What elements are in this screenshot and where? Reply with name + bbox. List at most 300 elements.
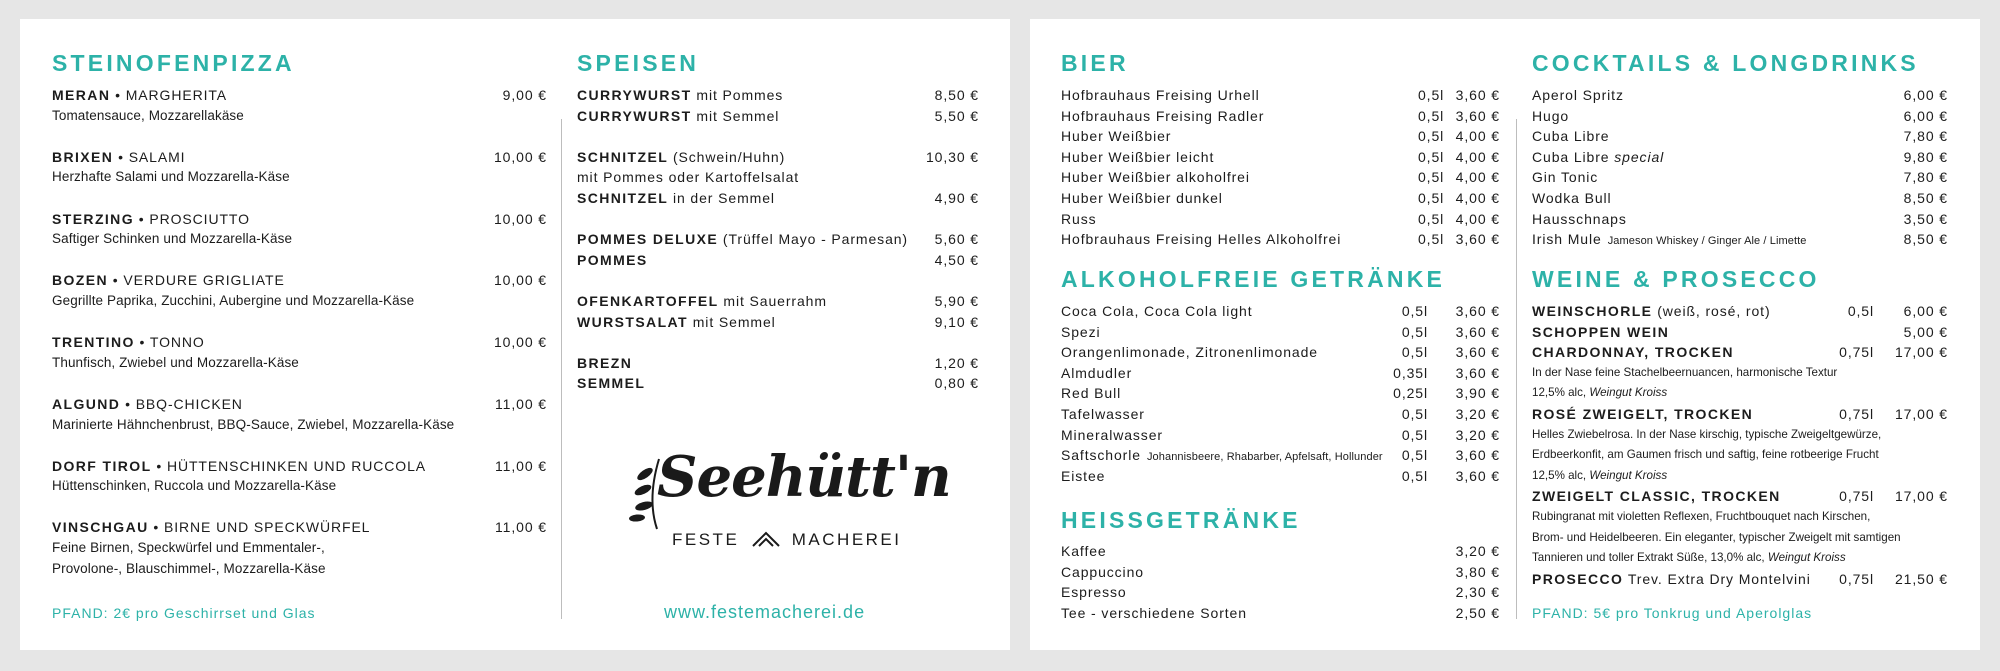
speisen-title: CURRYWURST [577,87,692,103]
cocktail-item [1532,106,1948,127]
wein-name [1532,488,1781,504]
bier-item [1061,106,1500,127]
alkoholfrei-volume: 0,25l [1393,385,1428,402]
speisen-name [577,293,827,309]
wein-price: 17,00 € [1894,488,1948,505]
bier-volume: 0,5l [1418,87,1445,103]
alkoholfrei-volume: 0,5l [1401,447,1428,464]
speisen-title: OFENKARTOFFEL [577,292,719,309]
alkoholfrei-price: 3,60 € [1455,467,1500,484]
pizza-price: 10,00 € [493,148,547,165]
alkoholfrei-item [1061,322,1500,343]
alkoholfrei-title: Spezi [1061,323,1101,340]
speisen-price: 1,20 € [934,354,979,371]
wein-description-text: 12,5% alc, [1532,386,1590,400]
heissgetraenk-price: 2,50 € [1455,604,1500,621]
menu-card-food [20,19,1010,650]
alkoholfrei-title: Mineralwasser [1061,426,1163,443]
wein-item [1532,342,1948,363]
alkoholfrei-volume: 0,5l [1401,426,1428,443]
wein-description-text: Brom- und Heidelbeeren. Ein eleganter, typischer Zweigelt mit samtigen [1532,530,1901,544]
cocktail-item [1532,85,1948,106]
speisen-price: 9,10 € [934,313,979,330]
alkoholfrei-title: Almdudler [1061,364,1133,381]
alkoholfrei-price: 3,20 € [1455,405,1500,422]
pizza-description: Tomatensauce, Mozzarellakäse [52,107,244,123]
bier-price: 3,60 € [1455,107,1500,124]
bier-price: 3,60 € [1455,87,1500,103]
bier-item [1061,167,1500,188]
cocktail-title: Hausschnaps [1532,210,1627,227]
wein-detail: (weiß, rosé, rot) [1652,303,1771,319]
speisen-name [577,314,776,330]
wein-detail: Trev. Extra Dry Montelvini [1623,570,1811,587]
pizza-item [52,456,547,477]
speisen-heading: SPEISEN [577,50,700,76]
wein-price: 5,00 € [1903,323,1948,340]
speisen-detail: (Schwein/Huhn) [668,148,786,165]
alkoholfrei-list [1061,301,1500,486]
alkoholfrei-volume: 0,5l [1401,405,1428,422]
pizza-description: Hüttenschinken, Ruccola und Mozzarella-Käse [52,478,337,494]
alkoholfrei-name [1061,344,1318,360]
speisen-name [577,231,908,247]
speisen-detail: mit Pommes oder Kartoffelsalat [577,169,800,186]
bier-price: 4,00 € [1455,169,1500,186]
wein-volume: 0,75l [1839,570,1874,587]
hut-icon [751,530,781,548]
alkoholfrei-price: 3,60 € [1455,447,1500,464]
cocktail-item [1532,167,1948,188]
bier-name: Hofbrauhaus Freising Helles Alkoholfrei [1061,231,1342,248]
pizza-title: BOZEN [52,272,108,289]
cocktail-item [1532,188,1948,209]
alkoholfrei-volume: 0,5l [1401,344,1428,361]
wein-volume: 0,5l [1847,303,1874,319]
wein-name [1532,303,1771,319]
pizza-variety: SALAMI [128,148,186,165]
wein-producer: Weingut Kroiss [1589,468,1668,482]
wein-volume: 0,75l [1839,344,1874,361]
speisen-detail: (Trüffel Mayo - Parmesan) [718,231,908,248]
bier-heading: BIER [1061,50,1129,76]
speisen-price: 8,50 € [934,87,979,103]
alkoholfrei-volume: 0,5l [1401,467,1428,484]
speisen-detail: mit Pommes [691,87,784,103]
alkoholfrei-item [1061,301,1500,322]
cocktail-title: Gin Tonic [1532,169,1599,186]
wein-producer: Weingut Kroiss [1589,386,1668,400]
heissgetraenk-price: 3,20 € [1455,543,1500,559]
bullet-separator: • [108,272,124,289]
alkoholfrei-heading: ALKOHOLFREIE GETRÄNKE [1061,266,1446,292]
wein-description-text: Helles Zwiebelrosa. In der Nase kirschig, typische Zweigeltgewürze, [1532,427,1882,441]
speisen-detail: mit Sauerrahm [718,292,827,309]
speisen-item [577,353,979,374]
cocktail-name [1532,87,1624,103]
alkoholfrei-item [1061,383,1500,404]
wein-name [1532,571,1811,587]
pizza-item [52,394,547,415]
alkoholfrei-name [1061,406,1145,422]
pizza-title: DORF TIROL [52,457,152,474]
pizza-price: 11,00 € [495,457,547,474]
cocktail-name [1532,211,1627,227]
speisen-item [577,373,979,394]
speisen-price: 10,30 € [925,148,979,165]
bier-volume: 0,5l [1418,189,1445,206]
pizza-description: Provolone-, Blauschimmel-, Mozzarella-Käse [52,560,326,576]
bullet-separator: • [120,395,136,412]
alkoholfrei-title: Tafelwasser [1061,405,1145,422]
cocktail-name [1532,149,1664,165]
alkoholfrei-item [1061,404,1500,425]
pizza-item [52,85,547,106]
pizza-heading: STEINOFENPIZZA [52,50,295,76]
cocktail-price: 7,80 € [1903,128,1948,145]
heissgetraenk-item [1061,582,1500,603]
bier-list [1061,85,1500,250]
speisen-name [577,149,785,165]
heissgetraenk-item [1061,562,1500,583]
cocktail-title: Hugo [1532,107,1570,124]
wein-description-text: In der Nase feine Stachelbeernuancen, harmonische Textur [1532,365,1838,379]
wein-title: ROSÉ ZWEIGELT, TROCKEN [1532,405,1754,422]
speisen-title: SEMMEL [577,375,646,392]
pizza-price: 11,00 € [495,519,547,536]
pizza-price: 9,00 € [502,87,547,103]
brand-logo [627,444,951,564]
speisen-name [577,169,799,185]
alkoholfrei-price: 3,60 € [1455,344,1500,361]
wein-description-text: Erdbeerkonfit, am Gaumen frisch und saftig, feine rotbeerige Frucht [1532,448,1879,462]
alkoholfrei-name [1061,365,1132,381]
cocktail-item [1532,209,1948,230]
pizza-item [52,332,547,353]
pizza-price: 10,00 € [493,210,547,227]
wein-title: PROSECCO [1532,570,1624,587]
cocktail-name [1532,108,1569,124]
wein-description-text: Tannieren und toller Extrakt Süße, 13,0% alc, [1532,551,1768,565]
bier-name: Russ [1061,210,1097,227]
speisen-name [577,355,632,371]
cocktail-price: 7,80 € [1903,169,1948,186]
wein-title: WEINSCHORLE [1532,303,1653,319]
alkoholfrei-item [1061,425,1500,446]
speisen-price: 5,50 € [934,107,979,124]
pizza-variety: TONNO [149,334,205,351]
speisen-name [577,108,779,124]
cocktail-name [1532,231,1807,247]
speisen-item [577,106,979,127]
speisen-price: 4,50 € [934,251,979,268]
pizza-name [52,87,227,103]
pizza-description: Gegrillte Paprika, Zucchini, Aubergine und Mozzarella-Käse [52,292,415,308]
cocktail-ingredients: Jameson Whiskey / Ginger Ale / Limette [1607,235,1807,248]
pizza-variety: PROSCIUTTO [149,210,250,227]
column-divider [1516,119,1517,619]
wein-volume: 0,75l [1839,405,1874,422]
speisen-title: POMMES DELUXE [577,231,719,248]
pizza-item [52,209,547,230]
pfand-note: PFAND: 5€ pro Tonkrug und Aperolglas [1532,605,1813,621]
speisen-price: 4,90 € [934,189,979,206]
bier-price: 4,00 € [1455,128,1500,145]
bullet-separator: • [134,334,150,351]
pizza-item [52,517,547,538]
alkoholfrei-title: Coca Cola, Coca Cola light [1061,303,1253,319]
wein-title: SCHOPPEN WEIN [1532,323,1670,340]
speisen-name [577,252,648,268]
bullet-separator: • [133,210,150,227]
heissgetraenk-item [1061,541,1500,562]
wein-description-text: 12,5% alc, [1532,468,1590,482]
bier-item [1061,229,1500,250]
alkoholfrei-title: Saftschorle [1061,447,1141,464]
cocktail-name [1532,128,1610,144]
bier-price: 4,00 € [1455,148,1500,165]
speisen-name [577,190,775,206]
wein-description [1532,466,1948,487]
logo-wordmark: Seehütt'n [657,444,951,510]
cocktail-name [1532,169,1598,185]
pizza-variety: BIRNE UND SPECKWÜRFEL [164,519,371,536]
cocktails-heading: COCKTAILS & LONGDRINKS [1532,50,1919,76]
bier-price: 4,00 € [1455,210,1500,227]
wein-item [1532,569,1948,590]
pizza-description: Herzhafte Salami und Mozzarella-Käse [52,169,290,185]
bier-name: Hofbrauhaus Freising Radler [1061,107,1265,124]
bier-volume: 0,5l [1418,128,1445,145]
alkoholfrei-name [1061,468,1105,484]
alkoholfrei-price: 3,60 € [1455,303,1500,319]
cocktail-item [1532,147,1948,168]
logo-sub-left: FESTE [672,530,740,549]
bier-item [1061,85,1500,106]
wein-title: ZWEIGELT CLASSIC, TROCKEN [1532,488,1781,505]
speisen-price: 5,60 € [934,231,979,248]
speisen-item [577,312,979,333]
pizza-variety: BBQ-CHICKEN [135,395,243,412]
pizza-item [52,147,547,168]
cocktail-title: Cuba Libre [1532,148,1615,165]
bier-item [1061,147,1500,168]
cocktail-price: 6,00 € [1903,107,1948,124]
pizza-name [52,519,370,535]
website-link[interactable]: www.festemacherei.de [664,602,866,622]
speisen-item [577,147,979,168]
wein-price: 21,50 € [1894,570,1948,587]
pizza-description: Saftiger Schinken und Mozzarella-Käse [52,231,293,247]
alkoholfrei-volume: 0,5l [1401,323,1428,340]
speisen-item [577,250,979,271]
wein-description-text: Rubingranat mit violetten Reflexen, Fruchtbouquet nach Kirschen, [1532,509,1871,523]
speisen-detail: mit Semmel [687,313,776,330]
pizza-list [52,85,547,600]
wein-item [1532,322,1948,343]
bier-item [1061,209,1500,230]
pizza-item [52,270,547,291]
pizza-title: TRENTINO [52,334,135,351]
speisen-title: WURSTSALAT [577,313,688,330]
bullet-separator: • [113,148,129,165]
alkoholfrei-item [1061,342,1500,363]
bier-name: Huber Weißbier leicht [1061,148,1215,165]
speisen-item [577,229,979,250]
speisen-price: 0,80 € [934,375,979,392]
wein-description [1532,507,1948,528]
pfand-note: PFAND: 2€ pro Geschirrset und Glas [52,605,316,621]
alkoholfrei-title: Eistee [1061,467,1106,484]
wein-description [1532,363,1948,384]
pizza-variety: HÜTTENSCHINKEN UND RUCCOLA [166,457,427,474]
wein-price: 17,00 € [1894,344,1948,361]
wein-description [1532,425,1948,446]
cocktail-price: 8,50 € [1903,189,1948,206]
wein-price: 17,00 € [1894,405,1948,422]
wein-price: 6,00 € [1903,303,1948,319]
pizza-name [52,211,250,227]
speisen-title: CURRYWURST [577,107,692,124]
pizza-title: MERAN [52,87,111,103]
pizza-price: 10,00 € [493,272,547,289]
alkoholfrei-note: Johannisbeere, Rhabarber, Apfelsaft, Hollunder [1146,451,1383,464]
alkoholfrei-volume: 0,5l [1401,303,1428,319]
cocktail-name [1532,190,1612,206]
bier-price: 4,00 € [1455,189,1500,206]
alkoholfrei-price: 3,90 € [1455,385,1500,402]
pizza-price: 10,00 € [493,334,547,351]
cocktail-title: Wodka Bull [1532,189,1612,206]
cocktail-price: 8,50 € [1903,231,1948,248]
heissgetraenk-name: Espresso [1061,584,1127,601]
speisen-price: 5,90 € [934,292,979,309]
alkoholfrei-item [1061,363,1500,384]
alkoholfrei-price: 3,20 € [1455,426,1500,443]
heissgetraenk-name: Kaffee [1061,543,1107,559]
alkoholfrei-name [1061,447,1383,463]
heissgetraenke-heading: HEISSGETRÄNKE [1061,507,1301,533]
bier-volume: 0,5l [1418,107,1445,124]
wein-name [1532,344,1734,360]
heissgetraenk-name: Cappuccino [1061,563,1144,580]
bier-name: Hofbrauhaus Freising Urhell [1061,87,1260,103]
wein-item [1532,301,1948,322]
bier-item [1061,188,1500,209]
alkoholfrei-title: Red Bull [1061,385,1122,402]
pizza-name [52,149,185,165]
bier-volume: 0,5l [1418,148,1445,165]
cocktail-price: 6,00 € [1903,87,1948,103]
speisen-title: SCHNITZEL [577,148,669,165]
bullet-separator: • [148,519,164,536]
cocktail-title: Cuba Libre [1532,128,1610,145]
heissgetraenk-price: 2,30 € [1455,584,1500,601]
alkoholfrei-item [1061,445,1500,466]
pizza-name [52,458,426,474]
bier-volume: 0,5l [1418,169,1445,186]
heissgetraenke-list [1061,541,1500,623]
weine-heading: WEINE & PROSECCO [1532,266,1820,292]
menu-card-drinks [1030,19,1980,650]
bier-item [1061,126,1500,147]
alkoholfrei-price: 3,60 € [1455,364,1500,381]
wein-description [1532,383,1948,404]
bier-name: Huber Weißbier alkoholfrei [1061,169,1250,186]
alkoholfrei-name [1061,303,1252,319]
pizza-title: BRIXEN [52,148,114,165]
cocktails-list [1532,85,1948,250]
alkoholfrei-item [1061,466,1500,487]
wein-name [1532,324,1669,340]
heissgetraenk-name: Tee - verschiedene Sorten [1061,604,1247,621]
pizza-name [52,396,243,412]
speisen-name [577,375,645,391]
bullet-separator: • [151,457,167,474]
speisen-item [577,188,979,209]
cocktail-price: 3,50 € [1903,210,1948,227]
alkoholfrei-price: 3,60 € [1455,323,1500,340]
speisen-detail: mit Semmel [691,107,780,124]
alkoholfrei-title: Orangenlimonade, Zitronenlimonade [1061,344,1318,361]
pizza-title: ALGUND [52,395,121,412]
speisen-title: POMMES [577,251,648,268]
alkoholfrei-volume: 0,35l [1393,364,1428,381]
alkoholfrei-name [1061,385,1121,401]
wein-producer: Weingut Kroiss [1767,551,1846,565]
pizza-variety: VERDURE GRIGLIATE [123,272,285,289]
wein-item [1532,486,1948,507]
cocktail-price: 9,80 € [1903,148,1948,165]
speisen-title: BREZN [577,354,633,371]
weine-list [1532,301,1948,589]
pizza-title: STERZING [52,210,134,227]
pizza-description: Feine Birnen, Speckwürfel und Emmentaler-, [52,540,325,556]
bullet-separator: • [110,87,126,103]
speisen-item [577,167,979,188]
cocktail-title: Aperol Spritz [1532,87,1624,103]
cocktail-item [1532,229,1948,250]
wein-title: CHARDONNAY, TROCKEN [1532,344,1734,361]
cocktail-item [1532,126,1948,147]
speisen-name [577,87,783,103]
wein-description [1532,528,1948,549]
bier-name: Huber Weißbier dunkel [1061,189,1223,206]
speisen-detail: in der Semmel [668,189,775,206]
column-divider [561,119,562,619]
pizza-title: VINSCHGAU [52,519,149,536]
bier-price: 3,60 € [1455,231,1500,248]
cocktail-variant: special [1614,148,1665,165]
logo-sub-right: MACHEREI [791,530,902,549]
pizza-price: 11,00 € [495,395,547,412]
speisen-title: SCHNITZEL [577,189,669,206]
pizza-name [52,334,205,350]
heissgetraenk-price: 3,80 € [1455,563,1500,580]
logo-subline [672,530,902,550]
bier-name: Huber Weißbier [1061,128,1172,145]
speisen-item [577,291,979,312]
pizza-description: Marinierte Hähnchenbrust, BBQ-Sauce, Zwiebel, Mozzarella-Käse [52,416,455,432]
bier-volume: 0,5l [1418,231,1445,248]
cocktail-title: Irish Mule [1532,231,1602,248]
speisen-item [577,85,979,106]
wein-name [1532,406,1753,422]
wein-item [1532,404,1948,425]
pizza-name [52,272,285,288]
alkoholfrei-name [1061,427,1163,443]
heissgetraenk-item [1061,603,1500,624]
